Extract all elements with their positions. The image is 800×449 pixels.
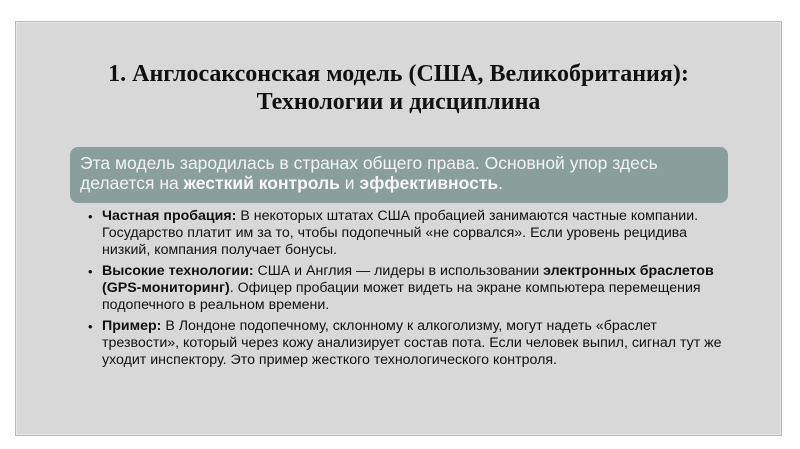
bullet-heading: Высокие технологии: <box>102 263 254 279</box>
slide-frame <box>15 21 782 436</box>
bullet-bold-bracelets: электронных браслетов (GPS-мониторинг) <box>102 263 714 296</box>
bullet-text: В некоторых штатах США пробацией занимаются частные компании. Государство платит им за то, чтобы подопечный «не сорвался». Если уровень рецидива низкий, компания получает бонусы. <box>102 208 699 258</box>
slide-title-line2: Технологии и дисциплина <box>256 89 541 115</box>
bullet-dot-icon: • <box>88 319 93 334</box>
bullet-item-private-probation <box>88 208 728 259</box>
bullet-list <box>88 208 728 373</box>
slide-title <box>16 60 781 116</box>
bullet-item-high-tech <box>88 263 728 314</box>
bullet-heading: Пример: <box>102 318 162 334</box>
bullet-dot-icon: • <box>88 264 93 279</box>
callout-text-2: и <box>339 173 360 193</box>
bullet-item-example <box>88 318 728 369</box>
bullet-heading: Частная пробация: <box>102 208 237 224</box>
callout-bold-control: жесткий контроль <box>183 173 340 193</box>
bullet-text-continued: . Офицер пробации может видеть на экране компьютера перемещения подопечного в реальном времени. <box>102 280 701 313</box>
callout-text-1: Эта модель зародилась в странах общего права. Основной упор здесь делается на <box>80 153 658 193</box>
summary-callout <box>70 147 728 203</box>
bullet-dot-icon: • <box>88 209 93 224</box>
callout-bold-efficiency: эффективность <box>359 173 499 193</box>
slide-title-line1: 1. Англосаксонская модель (США, Великобритания): <box>108 61 689 87</box>
bullet-text: В Лондоне подопечному, склонному к алкоголизму, могут надеть «браслет трезвости», который через кожу анализирует состав пота. Если человек выпил, сигнал тут же уходит инспектору. Это пример жесткого технологического контроля. <box>102 318 722 368</box>
bullet-text: США и Англия — лидеры в использовании <box>253 263 544 279</box>
callout-text-3: . <box>498 173 504 193</box>
